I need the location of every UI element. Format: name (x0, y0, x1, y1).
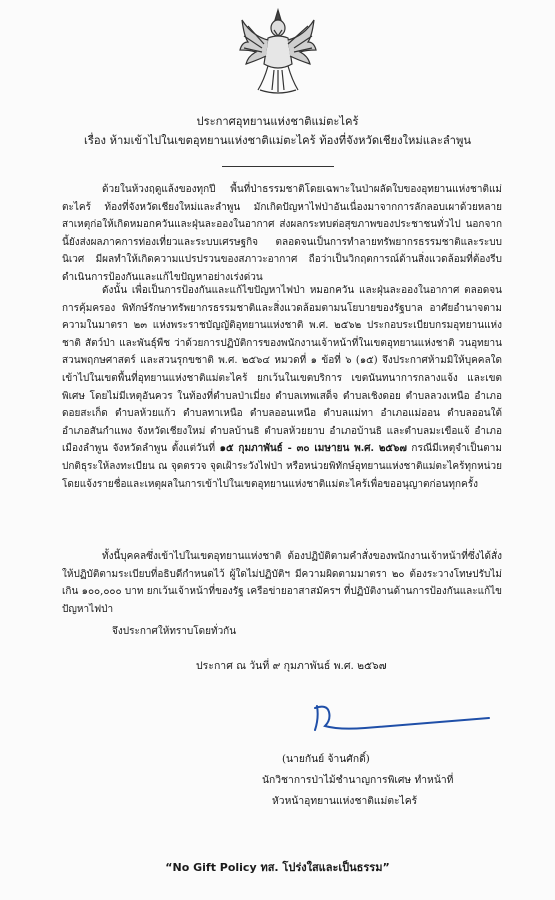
signer-title: หัวหน้าอุทยานแห่งชาติแม่ตะไคร้ (272, 795, 418, 807)
announcement-date: ประกาศ ณ วันที่ ๙ กุมภาพันธ์ พ.ศ. ๒๕๖๗ (196, 660, 387, 672)
paragraph-prohibition (62, 282, 502, 493)
footer-slogan: “No Gift Policy ทส. โปร่งใสและเป็นธรรม” (165, 861, 390, 874)
handwritten-signature (305, 700, 495, 740)
paragraph-closing: จึงประกาศให้ทราบโดยทั่วกัน (112, 626, 237, 637)
garuda-emblem-icon (238, 6, 318, 96)
paragraph-penalty: ทั้งนี้บุคคลซึ่งเข้าไปในเขตอุทยานแห่งชาติ ต้องปฏิบัติตามคำสั่งของพนักงานเจ้าหน้าที่ซึ่งได้สั่งให้ปฏิบัติตามระเบียบที่อธิบดีกำหนดไว้ ผู้ใดไม่ปฏิบัติฯ มีความผิดตามมาตรา ๒๐ ต้องระวางโทษปรับไม่เกิน ๑๐๐,๐๐๐ บาท ยกเว้นเจ้าหน้าที่ของรัฐ เครือข่ายอาสาสมัครฯ ที่ปฏิบัติงานด้านการป้องกันและแก้ไขปัญหาไฟป่า (62, 551, 502, 615)
org-heading: ประกาศอุทยานแห่งชาติแม่ตะไคร้ (196, 115, 359, 128)
subject-heading: เรื่อง ห้ามเข้าไปในเขตอุทยานแห่งชาติแม่ตะไคร้ ท้องที่จังหวัดเชียงใหม่และลำพูน (84, 134, 471, 147)
prohibition-text-end: กรณีมีเหตุจำเป็นตามปกติธุระให้ลงทะเบียน ณ จุดตรวจ จุดเฝ้าระวังไฟป่า หรือหน่วยพิทักษ์อุทยานแห่งชาติแม่ตะไคร้ทุกหน่วย โดยแจ้งรายชื่อและเหตุผลในการเข้าไปในเขตอุทยานแห่งชาติแม่ตะไคร้เพื่อขออนุญาตก่อนทุกครั้ง (62, 443, 502, 490)
heading-divider (222, 166, 334, 167)
paragraph-background: ด้วยในห้วงฤดูแล้งของทุกปี พื้นที่ป่าธรรมชาติโดยเฉพาะในป่าผลัดใบของอุทยานแห่งชาติแม่ตะไคร้ ท้องที่จังหวัดเชียงใหม่และลำพูน มักเกิดปัญหาไฟป่าอันเนื่องมาจากการลักลอบเผาด้วยหลายสาเหตุก่อให้เกิดหมอกควันและฝุ่นละอองในอากาศ ส่งผลกระทบต่อสุขภาพของประชาชนทั่วไป นอกจากนี้ยังส่งผลภาคการท่องเที่ยวและระบบเศรษฐกิจ ตลอดจนเป็นการทำลายทรัพยากรธรรมชาติและระบบนิเวศ มีผลทำให้เกิดความแปรปรวนของสภาวะอากาศ ถือว่าเป็นวิกฤตการณ์ด้านสิ่งแวดล้อมที่ต้องรีบดำเนินการป้องกันและแก้ไขปัญหาอย่างเร่งด่วน (62, 184, 502, 283)
prohibition-dates: ๑๕ กุมภาพันธ์ - ๓๐ เมษายน พ.ศ. ๒๕๖๗ (219, 443, 407, 455)
signer-name: (นายกันย์ จ้านศักดิ์) (282, 753, 370, 765)
prohibition-text-start: ดังนั้น เพื่อเป็นการป้องกันและแก้ไขปัญหาไฟป่า หมอกควัน และฝุ่นละอองในอากาศ ตลอดจนการคุ้มครอง พิทักษ์รักษาทรัพยากรธรรมชาติและสิ่งแวดล้อมตามนโยบายของรัฐบาล อาศัยอำนาจตามความในมาตรา ๒๓ แห่งพระราชบัญญัติอุทยานแห่งชาติ พ.ศ. ๒๕๖๒ ประกอบระเบียบกรมอุทยานแห่งชาติ สัตว์ป่า และพันธุ์พืช ว่าด้วยการปฏิบัติการของพนักงานเจ้าหน้าที่ในเขตอุทยานแห่งชาติ วนอุทยาน สวนพฤกษศาสตร์ และสวนรุกขชาติ พ.ศ. ๒๕๖๔ หมวดที่ ๑ ข้อที่ ๖ (๑๕) จึงประกาศห้ามมิให้บุคคลใดเข้าไปในเขตพื้นที่อุทยานแห่งชาติแม่ตะไคร้ ยกเว้นในเขตบริการ เขตนันทนาการกลางแจ้ง และเขตพิเศษ โดยไม่มีเหตุอันควร ในท้องที่ตำบลป่าเมี่ยง ตำบลเทพเสด็จ ตำบลเชิงดอย ตำบลลวงเหนือ อำเภอดอยสะเก็ด ตำบลห้วยแก้ว ตำบลทาเหนือ ตำบลออนเหนือ ตำบลแม่ทา อำเภอแม่ออน ตำบลออนใต้ อำเภอสันกำแพง จังหวัดเชียงใหม่ ตำบลบ้านธิ ตำบลห้วยยาบ อำเภอบ้านธิ และตำบลมะเขือแจ้ อำเภอเมืองลำพูน จังหวัดลำพูน ตั้งแต่วันที่ (62, 285, 502, 455)
signer-position: นักวิชาการป่าไม้ชำนาญการพิเศษ ทำหน้าที่ (262, 774, 454, 786)
